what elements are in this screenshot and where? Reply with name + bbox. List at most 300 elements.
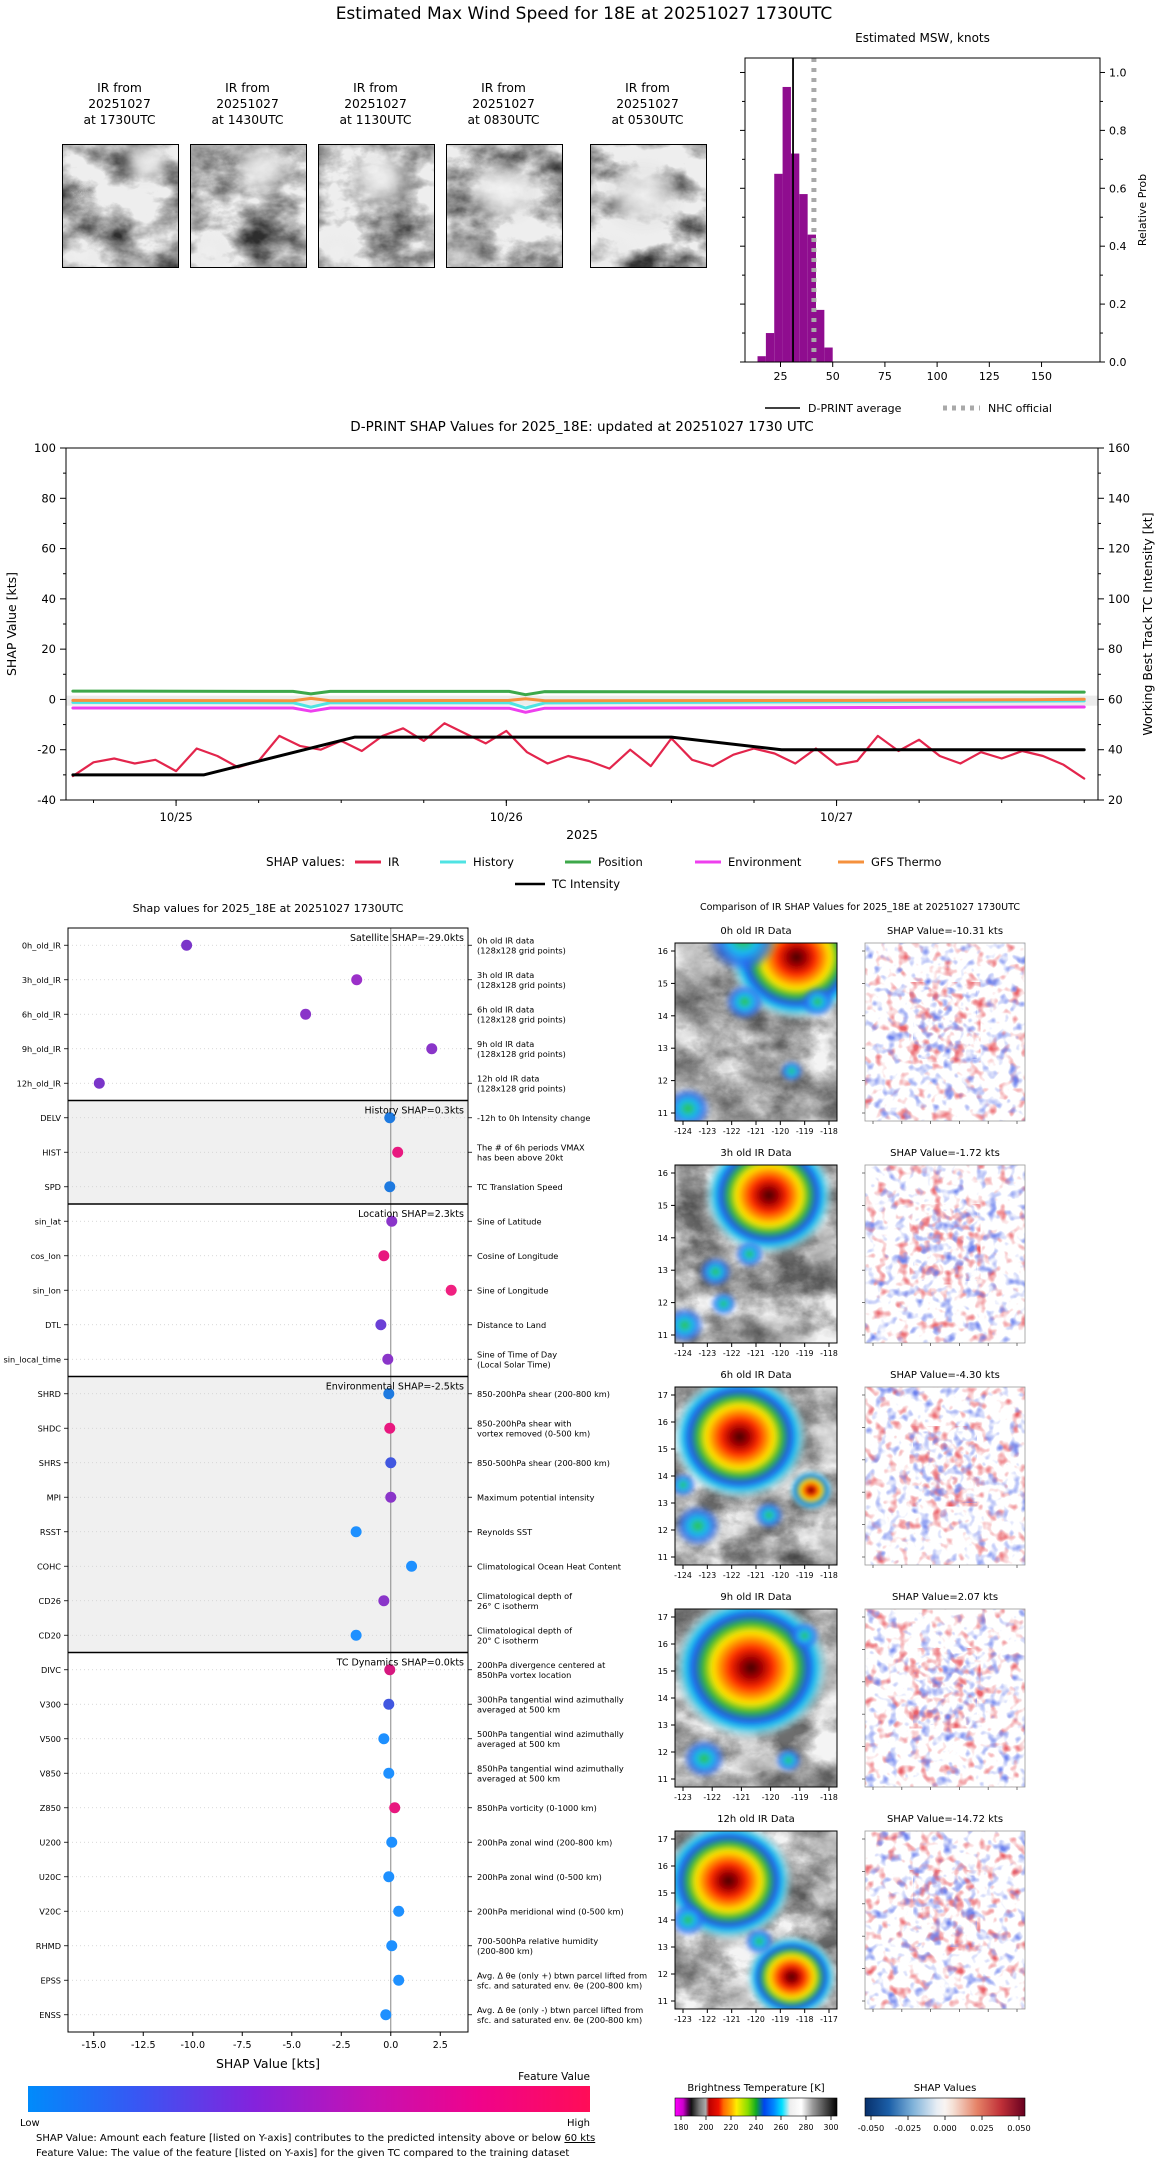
- footnote-shap-value: SHAP Value: Amount each feature [listed on Y-axis] contributes to the predicted intensity above or below 60 kts: [36, 2133, 596, 2144]
- svg-text:-119: -119: [795, 1571, 814, 1580]
- feature-desc: Maximum potential intensity: [477, 1492, 595, 1503]
- shap-dot-V500: [378, 1733, 389, 1744]
- shap-dot-COHC: [406, 1561, 417, 1572]
- legend-nhc-official: NHC official: [988, 402, 1052, 415]
- feature-desc: 6h old IR data: [477, 1004, 535, 1015]
- histogram-ylabel: Relative Prob: [1136, 173, 1149, 247]
- page-title: Estimated Max Wind Speed for 18E at 20251027 1730UTC: [335, 4, 833, 24]
- ir-thumbnail-label: IR from 20251027 at 0530UTC: [611, 81, 684, 128]
- feature-desc: 200hPa divergence centered at: [477, 1659, 606, 1670]
- svg-text:17: 17: [657, 1390, 668, 1400]
- shap-dot-U20C: [383, 1871, 394, 1882]
- feature-desc: (128x128 grid points): [477, 945, 566, 956]
- ir-satellite-image: [190, 144, 307, 268]
- legend-gfs-thermo: GFS Thermo: [871, 855, 942, 869]
- svg-text:11: 11: [657, 1330, 668, 1340]
- svg-text:60: 60: [1108, 692, 1123, 707]
- shap-dot-RHMD: [386, 1940, 397, 1951]
- feature-desc: 200hPa zonal wind (0-500 km): [477, 1871, 602, 1882]
- histogram-bar: [824, 348, 832, 362]
- svg-text:-122: -122: [698, 2015, 717, 2024]
- svg-text:-124: -124: [674, 1349, 692, 1358]
- svg-text:10/25: 10/25: [159, 810, 193, 824]
- svg-text:200: 200: [698, 2123, 714, 2132]
- svg-text:125: 125: [978, 370, 1000, 383]
- feature-desc: sfc. and saturated env. θe (200-800 km): [477, 2014, 643, 2025]
- feature-label-RHMD: RHMD: [35, 1940, 61, 1951]
- svg-text:-118: -118: [820, 1571, 838, 1580]
- svg-text:-117: -117: [820, 2015, 838, 2024]
- svg-text:-120: -120: [771, 1127, 790, 1136]
- svg-text:75: 75: [877, 370, 892, 383]
- feature-label-V850: V850: [39, 1768, 61, 1779]
- svg-text:0.2: 0.2: [1109, 298, 1127, 312]
- ir-data-image: [665, 1136, 837, 1343]
- feature-desc: Climatological depth of: [477, 1590, 572, 1601]
- svg-text:16: 16: [657, 1639, 668, 1649]
- svg-text:15: 15: [657, 1200, 668, 1211]
- svg-text:-120: -120: [771, 1571, 790, 1580]
- svg-text:13: 13: [657, 1720, 668, 1730]
- svg-text:-118: -118: [795, 2015, 814, 2024]
- feature-desc: 3h old IR data: [477, 969, 535, 980]
- svg-text:300: 300: [823, 2123, 839, 2132]
- feature-label-RSST: RSST: [39, 1526, 61, 1537]
- shap-dot-Z850: [389, 1802, 400, 1813]
- ir-thumbnail-label: IR from 20251027 at 0830UTC: [467, 81, 540, 128]
- svg-text:-123: -123: [698, 1127, 717, 1136]
- feature-desc: 200hPa meridional wind (0-500 km): [477, 1906, 624, 1917]
- svg-text:20: 20: [41, 642, 56, 657]
- feature-desc: Avg. Δ θe (only +) btwn parcel lifted from: [477, 1970, 648, 1981]
- svg-text:-122: -122: [722, 1571, 741, 1580]
- svg-text:0.8: 0.8: [1109, 124, 1127, 138]
- svg-text:-40: -40: [37, 793, 56, 807]
- shap-dot-CD26: [378, 1595, 389, 1606]
- shap-dot-RSST: [351, 1526, 362, 1537]
- svg-text:-123: -123: [698, 1571, 717, 1580]
- shap-dot-HIST: [392, 1147, 403, 1158]
- legend-ir: IR: [388, 855, 400, 869]
- svg-text:16: 16: [657, 1417, 668, 1427]
- svg-text:16: 16: [657, 946, 668, 956]
- legend-dprint-average: D-PRINT average: [808, 402, 902, 415]
- svg-text:12: 12: [657, 1525, 668, 1535]
- histogram-bar: [783, 87, 791, 362]
- feature-desc: (128x128 grid points): [477, 1048, 566, 1059]
- shap-dot-0h_old_IR: [181, 940, 192, 951]
- bt-colorbar: [675, 2098, 837, 2116]
- svg-text:-121: -121: [747, 1349, 765, 1358]
- ir-thumbnail-label: IR from 20251027 at 1130UTC: [339, 81, 412, 128]
- svg-text:15: 15: [657, 1666, 668, 1676]
- svg-text:-7.5: -7.5: [232, 2040, 252, 2051]
- shap-dot-DTL: [375, 1319, 386, 1330]
- shap-dot-6h_old_IR: [300, 1009, 311, 1020]
- svg-text:260: 260: [773, 2123, 789, 2132]
- dotplot-title: Shap values for 2025_18E at 20251027 1730UTC: [132, 902, 404, 915]
- svg-text:11: 11: [657, 1996, 668, 2006]
- svg-text:0.6: 0.6: [1109, 182, 1127, 196]
- feature-label-V20C: V20C: [39, 1906, 61, 1917]
- svg-text:100: 100: [1108, 591, 1130, 606]
- svg-text:0: 0: [48, 692, 56, 707]
- svg-text:1.0: 1.0: [1109, 66, 1127, 80]
- legend-position: Position: [598, 855, 643, 869]
- svg-text:25: 25: [773, 370, 788, 383]
- svg-text:150: 150: [1031, 370, 1053, 383]
- ir-thumbnail: [190, 80, 305, 268]
- feature-desc: Climatological Ocean Heat Content: [477, 1561, 622, 1572]
- svg-text:280: 280: [798, 2123, 814, 2132]
- feature-label-SPD: SPD: [44, 1181, 61, 1192]
- ir-shap-comparison-panel: [560, 893, 1168, 2158]
- feature-desc: 300hPa tangential wind azimuthally: [477, 1694, 624, 1705]
- svg-text:-121: -121: [747, 1127, 765, 1136]
- legend-history: History: [473, 855, 514, 869]
- feature-desc: (Local Solar Time): [477, 1359, 551, 1370]
- svg-text:-15.0: -15.0: [81, 2040, 107, 2051]
- svg-text:0.025: 0.025: [970, 2123, 994, 2133]
- svg-text:-118: -118: [820, 1349, 838, 1358]
- feature-label-Z850: Z850: [39, 1802, 61, 1813]
- timeseries-ylabel-right: Working Best Track TC Intensity [kt]: [1140, 512, 1155, 736]
- feature-desc: 700-500hPa relative humidity: [477, 1935, 599, 1946]
- feature-label-CD26: CD26: [38, 1595, 61, 1606]
- svg-text:10/27: 10/27: [819, 810, 854, 824]
- svg-text:180: 180: [673, 2123, 689, 2132]
- svg-text:-119: -119: [795, 1349, 814, 1358]
- feature-desc: 850hPa vortex location: [477, 1669, 572, 1680]
- ir-satellite-image: [318, 144, 435, 268]
- svg-text:-122: -122: [703, 1793, 722, 1802]
- ir-thumbnail-label: IR from 20251027 at 1730UTC: [83, 81, 156, 128]
- svg-text:12: 12: [657, 1747, 668, 1757]
- svg-text:15: 15: [657, 978, 668, 989]
- svg-text:0.000: 0.000: [933, 2123, 957, 2133]
- ir-data-image: [673, 1596, 837, 1787]
- histogram-bar: [766, 333, 774, 362]
- legend-environment: Environment: [728, 855, 802, 869]
- feature-label-EPSS: EPSS: [40, 1975, 61, 1986]
- svg-text:0.050: 0.050: [1007, 2123, 1031, 2133]
- shap-panel-title: SHAP Value=2.07 kts: [891, 1592, 999, 1603]
- svg-text:-119: -119: [795, 1127, 814, 1136]
- svg-text:14: 14: [657, 1232, 668, 1243]
- feature-desc: 0h old IR data: [477, 935, 535, 946]
- svg-text:-118: -118: [820, 1793, 838, 1802]
- feature-desc: Sine of Latitude: [477, 1216, 542, 1227]
- svg-text:11: 11: [657, 1552, 668, 1562]
- ir-panel-title: 0h old IR Data: [720, 926, 792, 937]
- shap-dot-MPI: [385, 1492, 396, 1503]
- shap-panel-title: SHAP Value=-14.72 kts: [886, 1814, 1004, 1825]
- ir-panel-title: 3h old IR Data: [720, 1148, 792, 1159]
- feature-desc: 20° C isotherm: [477, 1635, 539, 1646]
- group-band: [68, 1377, 468, 1653]
- feature-desc: 9h old IR data: [477, 1038, 535, 1049]
- svg-text:13: 13: [657, 1265, 668, 1276]
- dotplot-xlabel: SHAP Value [kts]: [215, 2056, 321, 2071]
- feature-desc: vortex removed (0-500 km): [477, 1428, 591, 1439]
- feature-desc: Cosine of Longitude: [477, 1250, 559, 1261]
- ir-panel-title: 6h old IR Data: [720, 1370, 792, 1381]
- ir-satellite-image: [446, 144, 563, 268]
- svg-text:40: 40: [41, 591, 56, 606]
- series-environment: [73, 707, 1084, 712]
- svg-text:14: 14: [657, 1693, 668, 1703]
- group-label: TC Dynamics SHAP=0.0kts: [336, 1657, 464, 1669]
- feature-label-MPI: MPI: [46, 1492, 61, 1503]
- feature-desc: (128x128 grid points): [477, 979, 566, 990]
- svg-text:-124: -124: [674, 1571, 692, 1580]
- shap-panel-title: SHAP Value=-10.31 kts: [886, 926, 1004, 937]
- msw-histogram-chart: [690, 26, 1168, 426]
- feature-desc: (128x128 grid points): [477, 1014, 566, 1025]
- ir-panel-title: 12h old IR Data: [717, 1814, 795, 1825]
- feature-desc: The # of 6h periods VMAX: [477, 1142, 585, 1153]
- legend-tc-intensity: TC Intensity: [552, 877, 621, 891]
- svg-text:14: 14: [657, 1010, 668, 1021]
- svg-text:-121: -121: [732, 1793, 751, 1802]
- svg-text:-123: -123: [674, 1793, 692, 1802]
- group-label: Location SHAP=2.3kts: [358, 1209, 464, 1220]
- svg-text:13: 13: [657, 1498, 668, 1508]
- feature-desc: 850-200hPa shear (200-800 km): [477, 1388, 610, 1399]
- comparison-title: Comparison of IR SHAP Values for 2025_18E at 20251027 1730UTC: [699, 902, 1021, 913]
- histogram-bars: [758, 87, 833, 362]
- feature-label-0h_old_IR: 0h_old_IR: [21, 940, 61, 951]
- feature-label-9h_old_IR: 9h_old_IR: [21, 1043, 61, 1054]
- svg-text:-0.025: -0.025: [894, 2123, 922, 2133]
- timeseries-legend-label: SHAP values:: [266, 855, 345, 869]
- feature-desc: has been above 20kt: [477, 1152, 564, 1163]
- svg-text:14: 14: [657, 1915, 668, 1925]
- svg-text:-124: -124: [674, 1127, 692, 1136]
- ir-panel-title: 9h old IR Data: [720, 1592, 792, 1603]
- shap-dot-sin_lon: [446, 1285, 457, 1296]
- bt-colorbar-title: Brightness Temperature [K]: [687, 2083, 825, 2094]
- feature-desc: 850hPa tangential wind azimuthally: [477, 1763, 624, 1774]
- shap-dot-12h_old_IR: [94, 1078, 105, 1089]
- svg-text:-122: -122: [722, 1349, 741, 1358]
- svg-text:40: 40: [1108, 742, 1123, 757]
- feature-label-6h_old_IR: 6h_old_IR: [21, 1009, 61, 1020]
- group-label: Satellite SHAP=-29.0kts: [349, 933, 464, 944]
- ir-thumbnail: [318, 80, 433, 268]
- svg-text:-120: -120: [771, 1349, 790, 1358]
- svg-text:-12.5: -12.5: [130, 2040, 156, 2051]
- svg-text:220: 220: [723, 2123, 739, 2132]
- svg-text:-120: -120: [747, 2015, 765, 2024]
- group-label: History SHAP=0.3kts: [364, 1105, 464, 1117]
- svg-text:12: 12: [657, 1075, 668, 1086]
- svg-text:14: 14: [657, 1471, 668, 1481]
- feature-label-ENSS: ENSS: [39, 2009, 61, 2020]
- timeseries-xlabel: 2025: [566, 827, 598, 842]
- shap-panel-title: SHAP Value=-1.72 kts: [890, 1148, 1000, 1159]
- shap-dot-SHDC: [384, 1423, 395, 1434]
- svg-text:2.5: 2.5: [432, 2040, 448, 2051]
- feature-label-sin_lat: sin_lat: [34, 1216, 61, 1227]
- svg-text:-121: -121: [747, 1571, 765, 1580]
- svg-text:0.0: 0.0: [383, 2040, 399, 2051]
- feature-desc: 500hPa tangential wind azimuthally: [477, 1728, 624, 1739]
- svg-text:-20: -20: [37, 742, 56, 757]
- feature-label-U200: U200: [39, 1837, 61, 1848]
- svg-text:140: 140: [1108, 491, 1130, 506]
- svg-text:-118: -118: [820, 1127, 838, 1136]
- svg-text:80: 80: [1108, 642, 1123, 657]
- svg-text:-119: -119: [790, 1793, 809, 1802]
- series-tc-intensity: [73, 737, 1084, 775]
- ir-data-image: [670, 1374, 837, 1565]
- svg-text:16: 16: [657, 1168, 668, 1178]
- feature-desc: -12h to 0h Intensity change: [477, 1112, 591, 1123]
- svg-text:100: 100: [926, 370, 948, 383]
- svg-text:-123: -123: [698, 1349, 717, 1358]
- svg-text:12: 12: [657, 1969, 668, 1979]
- shap-value-image: [865, 1165, 1025, 1343]
- shap-colorbar-title: SHAP Values: [913, 2083, 977, 2094]
- shap-dot-ENSS: [380, 2009, 391, 2020]
- feature-desc: 26° C isotherm: [477, 1600, 539, 1611]
- feature-label-12h_old_IR: 12h_old_IR: [16, 1078, 61, 1089]
- ir-data-image: [664, 1821, 837, 2018]
- svg-text:13: 13: [657, 1043, 668, 1054]
- feature-desc: Distance to Land: [477, 1319, 547, 1330]
- timeseries-ylabel-left: SHAP Value [kts]: [4, 571, 19, 677]
- feature-label-SHRD: SHRD: [37, 1388, 61, 1399]
- svg-text:11: 11: [657, 1108, 668, 1118]
- histogram-bar: [816, 310, 824, 362]
- feature-desc: Avg. Δ θe (only -) btwn parcel lifted from: [477, 2004, 644, 2015]
- svg-text:80: 80: [41, 491, 56, 506]
- feature-label-sin_local_time: sin_local_time: [3, 1354, 61, 1365]
- feature-label-CD20: CD20: [38, 1630, 61, 1641]
- svg-text:15: 15: [657, 1888, 668, 1898]
- svg-text:10/26: 10/26: [489, 810, 523, 824]
- feature-desc: (128x128 grid points): [477, 1083, 566, 1094]
- timeseries-title: D-PRINT SHAP Values for 2025_18E: updated at 20251027 1730 UTC: [350, 419, 814, 435]
- histogram-bar: [758, 356, 766, 362]
- svg-text:20: 20: [1108, 793, 1123, 807]
- svg-text:-122: -122: [722, 1127, 741, 1136]
- feature-desc: Climatological depth of: [477, 1625, 572, 1636]
- svg-text:0.4: 0.4: [1109, 240, 1127, 254]
- histogram-bar: [774, 174, 782, 362]
- svg-text:11: 11: [657, 1774, 668, 1784]
- svg-text:-119: -119: [771, 2015, 790, 2024]
- feature-desc: (200-800 km): [477, 1945, 533, 1956]
- shap-dot-cos_lon: [378, 1250, 389, 1261]
- svg-text:-10.0: -10.0: [180, 2040, 206, 2051]
- feature-desc: 850-200hPa shear with: [477, 1418, 572, 1429]
- svg-text:60: 60: [41, 541, 56, 556]
- svg-text:-2.5: -2.5: [331, 2040, 351, 2051]
- feature-desc: 850-500hPa shear (200-800 km): [477, 1457, 610, 1468]
- feature-label-DIVC: DIVC: [40, 1664, 61, 1675]
- svg-text:50: 50: [825, 370, 840, 383]
- svg-text:-0.050: -0.050: [857, 2123, 885, 2133]
- feature-desc: sfc. and saturated env. θe (200-800 km): [477, 1980, 643, 1991]
- ir-satellite-image: [62, 144, 179, 268]
- histogram-title: Estimated MSW, knots: [855, 31, 990, 45]
- svg-text:17: 17: [657, 1612, 668, 1622]
- feature-label-cos_lon: cos_lon: [30, 1250, 61, 1261]
- feature-label-V300: V300: [39, 1699, 61, 1710]
- shap-value-image: [865, 943, 1025, 1121]
- feature-label-3h_old_IR: 3h_old_IR: [21, 974, 61, 985]
- feature-desc: Reynolds SST: [477, 1526, 533, 1537]
- feature-label-COHC: COHC: [36, 1561, 61, 1572]
- shap-dot-EPSS: [393, 1975, 404, 1986]
- shap-timeseries-chart: [0, 415, 1168, 895]
- feature-label-V500: V500: [39, 1733, 61, 1744]
- feature-desc: averaged at 500 km: [477, 1773, 561, 1784]
- shap-colorbar: [865, 2098, 1025, 2116]
- feature-desc: TC Translation Speed: [477, 1181, 563, 1192]
- svg-text:16: 16: [657, 1861, 668, 1871]
- group-label: Environmental SHAP=-2.5kts: [325, 1381, 464, 1393]
- feature-desc: 850hPa vorticity (0-1000 km): [477, 1802, 597, 1813]
- feature-label-DELV: DELV: [40, 1112, 61, 1123]
- shap-dot-V300: [383, 1699, 394, 1710]
- feature-value-colorbar-title: Feature Value: [518, 2071, 590, 2083]
- feature-desc: Sine of Longitude: [477, 1285, 549, 1296]
- svg-text:120: 120: [1108, 541, 1130, 556]
- svg-text:17: 17: [657, 1834, 668, 1844]
- series-position: [73, 691, 1084, 695]
- shap-dot-SHRS: [385, 1457, 396, 1468]
- shap-dot-CD20: [351, 1630, 362, 1641]
- svg-text:-5.0: -5.0: [282, 2040, 302, 2051]
- svg-text:100: 100: [34, 441, 56, 455]
- svg-text:-123: -123: [674, 2015, 692, 2024]
- feature-label-HIST: HIST: [42, 1147, 61, 1158]
- svg-text:240: 240: [748, 2123, 764, 2132]
- feature-label-SHRS: SHRS: [38, 1457, 61, 1468]
- ir-thumbnail-label: IR from 20251027 at 1430UTC: [211, 81, 284, 128]
- footnote-feature-value: Feature Value: The value of the feature [listed on Y-axis] for the given TC compared to the training dataset: [36, 2148, 570, 2158]
- shap-value-image: [865, 1387, 1025, 1565]
- svg-text:-120: -120: [761, 1793, 780, 1802]
- feature-label-sin_lon: sin_lon: [32, 1285, 61, 1296]
- ir-thumbnail: [590, 80, 705, 268]
- feature-desc: averaged at 500 km: [477, 1738, 561, 1749]
- svg-text:13: 13: [657, 1942, 668, 1952]
- ir-thumbnail: [446, 80, 561, 268]
- shap-dot-SPD: [384, 1181, 395, 1192]
- feature-desc: averaged at 500 km: [477, 1704, 561, 1715]
- shap-value-image: [865, 1609, 1025, 1787]
- feature-label-SHDC: SHDC: [37, 1423, 61, 1434]
- shap-dot-9h_old_IR: [426, 1043, 437, 1054]
- shap-panel-title: SHAP Value=-4.30 kts: [890, 1370, 1000, 1381]
- feature-label-DTL: DTL: [45, 1319, 61, 1330]
- svg-text:0.0: 0.0: [1109, 356, 1127, 369]
- shap-dot-V850: [383, 1768, 394, 1779]
- shap-dot-V20C: [393, 1906, 404, 1917]
- feature-label-U20C: U20C: [38, 1871, 61, 1882]
- feature-desc: Sine of Time of Day: [477, 1349, 558, 1360]
- shap-dot-3h_old_IR: [351, 974, 362, 985]
- shap-dot-sin_local_time: [382, 1354, 393, 1365]
- histogram-bar: [799, 194, 807, 362]
- svg-text:15: 15: [657, 1444, 668, 1454]
- shap-value-image: [865, 1831, 1025, 2009]
- shap-dot-U200: [386, 1837, 397, 1848]
